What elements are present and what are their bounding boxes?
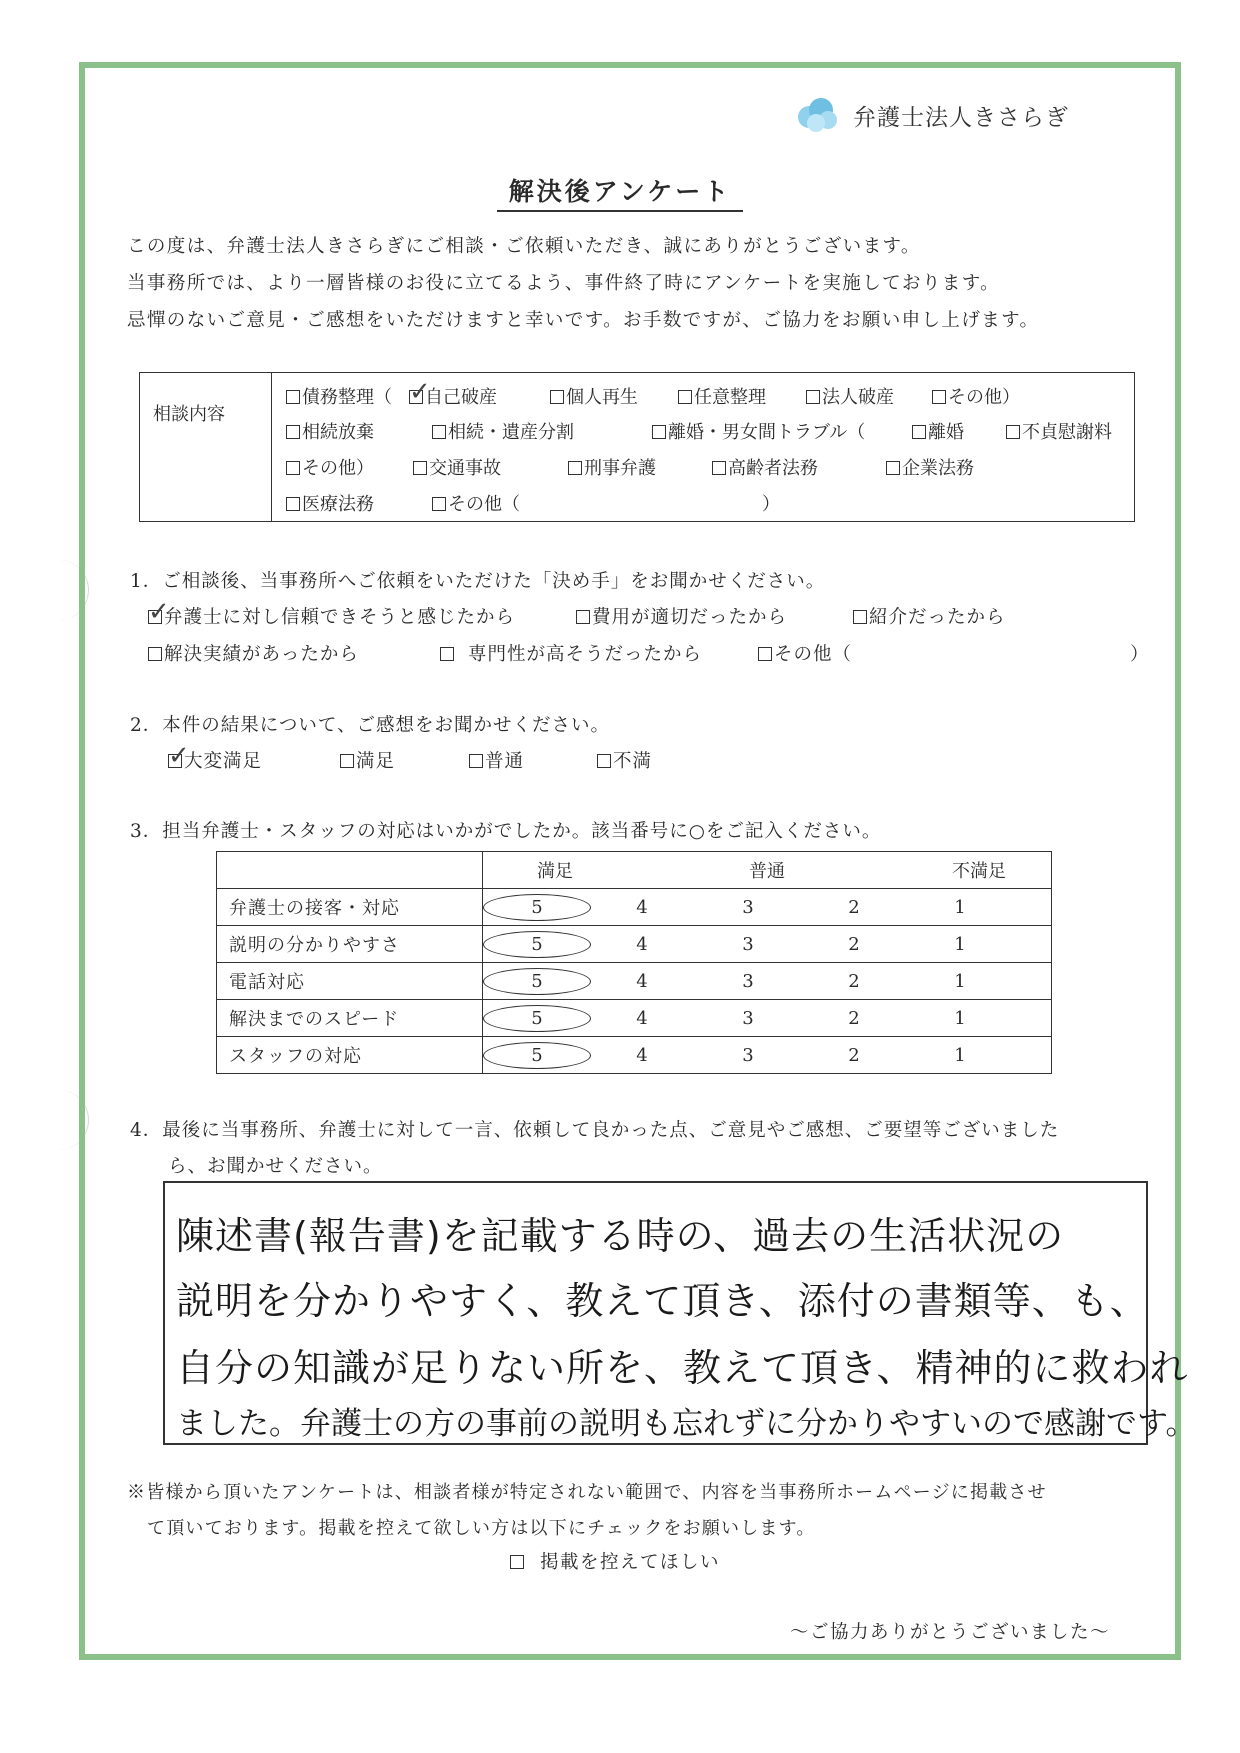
header-satisfied: 満足 — [537, 861, 573, 882]
question-1: 1．ご相談後、当事務所へご依頼をいただけた「決め手」をお聞かせください。 — [130, 571, 826, 592]
page-title: 解決後アンケート — [0, 172, 1240, 208]
checkbox[interactable] — [853, 610, 867, 624]
decline-checkbox[interactable] — [510, 1555, 524, 1569]
checkbox-checked[interactable]: ✓ — [168, 741, 191, 771]
checkbox[interactable] — [912, 425, 926, 439]
checkbox[interactable] — [440, 647, 454, 661]
handwritten-answer-line: 説明を分かりやすく、教えて頂き、添付の書類等、も、 — [176, 1279, 1149, 1323]
consultation-header-cell: 相談内容 — [140, 373, 272, 521]
selected-rating[interactable]: 5 — [483, 1042, 591, 1069]
checkbox[interactable] — [1006, 425, 1020, 439]
checkbox[interactable] — [678, 390, 692, 404]
handwritten-answer-line: ました。弁護士の方の事前の説明も忘れずに分かりやすいので感謝です。 — [176, 1406, 1197, 1442]
consultation-table: 相談内容 債務整理（ ✓ 自己破産 個人再生 任意整理 法人破産 その他） 相続放棄 相続・遺産分割 離婚・男女間トラブル（ 離婚 不貞慰謝料 その他） 交通事故 刑事弁護 高齢者法務 企業法務 医療法務 その他（ ） — [139, 372, 1135, 522]
rating-table-header — [217, 852, 1052, 889]
checkbox-checked[interactable]: ✓ — [409, 377, 431, 407]
header-dissatisfied: 不満足 — [952, 861, 1006, 882]
brand-logo — [795, 95, 1069, 135]
rating-row: スタッフの対応 5 4 3 2 1 — [217, 1037, 1052, 1074]
brand-name: 弁護士法人きさらぎ — [853, 104, 1069, 131]
checkbox[interactable] — [758, 647, 772, 661]
question-3: 3．担当弁護士・スタッフの対応はいかがでしたか。該当番号に○をご記入ください。 — [130, 821, 882, 842]
checkbox[interactable] — [932, 390, 946, 404]
selected-rating[interactable]: 5 — [483, 1005, 591, 1032]
question-2: 2．本件の結果について、ご感想をお聞かせください。 — [130, 715, 611, 736]
checkbox[interactable] — [432, 425, 446, 439]
selected-rating[interactable]: 5 — [483, 894, 591, 921]
checkbox-checked[interactable]: ✓ — [148, 597, 171, 627]
checkbox[interactable] — [712, 461, 726, 475]
checkbox[interactable] — [886, 461, 900, 475]
handwritten-answer-line: 陳述書(報告書)を記載する時の、過去の生活状況の — [176, 1214, 1065, 1258]
checkbox[interactable] — [652, 425, 666, 439]
checkbox[interactable] — [432, 497, 446, 511]
checkbox[interactable] — [469, 754, 483, 768]
checkbox[interactable] — [550, 390, 564, 404]
handwritten-answer-line: 自分の知識が足りない所を、教えて頂き、精神的に救われ — [176, 1346, 1189, 1390]
rating-table — [216, 851, 1052, 1074]
cloud-logo-icon — [795, 95, 841, 135]
rating-row: 電話対応 5 4 3 2 1 — [217, 963, 1052, 1000]
thanks-message: ～ご協力ありがとうございました～ — [790, 1622, 1111, 1643]
checkbox[interactable] — [286, 461, 300, 475]
checkbox[interactable] — [286, 425, 300, 439]
rating-row: 解決までのスピード 5 4 3 2 1 — [217, 1000, 1052, 1037]
question-4-cont: ら、お聞かせください。 — [168, 1156, 383, 1177]
rating-row: 弁護士の接客・対応 5 4 3 2 1 — [217, 889, 1052, 926]
checkbox[interactable] — [148, 647, 162, 661]
checkbox[interactable] — [340, 754, 354, 768]
question-4: 4．最後に当事務所、弁護士に対して一言、依頼して良かった点、ご意見やご感想、ご要望等ございました — [130, 1120, 1060, 1141]
checkbox[interactable] — [576, 610, 590, 624]
selected-rating[interactable]: 5 — [483, 931, 591, 958]
checkbox[interactable] — [286, 497, 300, 511]
checkbox[interactable] — [597, 754, 611, 768]
checkbox[interactable] — [568, 461, 582, 475]
checkbox[interactable] — [286, 390, 300, 404]
header-neutral: 普通 — [749, 861, 785, 882]
intro-text: この度は、弁護士法人きさらぎにご相談・ご依頼いただき、誠にありがとうございます。 当事務所では、より一層皆様のお役に立てるよう、事件終了時にアンケートを実施しております。 忌憚のないご意見・ご感想をいただけますと幸いです。お手数ですが、ご協力をお願い申し上げます。 — [127, 236, 1040, 331]
decline-publication-option: 掲載を控えてほしい — [510, 1548, 720, 1574]
checkbox[interactable] — [413, 461, 427, 475]
rating-row: 説明の分かりやすさ 5 4 3 2 1 — [217, 926, 1052, 963]
checkbox[interactable] — [806, 390, 820, 404]
publication-note: ※皆様から頂いたアンケートは、相談者様が特定されない範囲で、内容を当事務所ホームページに掲載させ て頂いております。掲載を控えて欲しい方は以下にチェックをお願いします。 — [127, 1482, 1047, 1539]
selected-rating[interactable]: 5 — [483, 968, 591, 995]
